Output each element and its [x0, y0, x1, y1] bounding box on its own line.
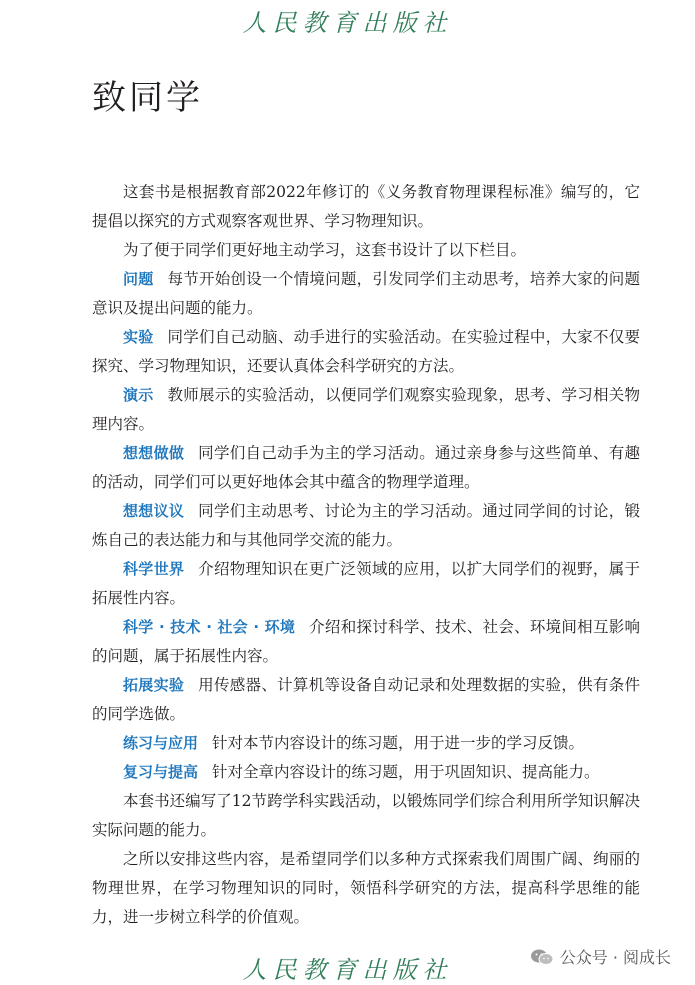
section-description: 针对全章内容设计的练习题，用于巩固知识、提高能力。 — [212, 763, 600, 781]
section-term: 拓展实验 — [123, 676, 185, 694]
section-item — [92, 555, 640, 613]
section-description: 每节开始创设一个情境问题，引发同学们主动思考，培养大家的问题意识及提出问题的能力。 — [92, 270, 640, 317]
wechat-icon — [530, 948, 554, 966]
section-description: 教师展示的实验活动，以便同学们观察实验现象，思考、学习相关物理内容。 — [92, 386, 640, 433]
intro-paragraph: 为了便于同学们更好地主动学习，这套书设计了以下栏目。 — [123, 241, 527, 259]
page-title: 致同学 — [92, 78, 203, 118]
section-description: 针对本节内容设计的练习题，用于进一步的学习反馈。 — [212, 734, 585, 752]
section-term: 问题 — [123, 270, 154, 288]
section-description: 同学们主动思考、讨论为主的学习活动。通过同学间的讨论，锻炼自己的表达能力和与其他同学交流的能力。 — [92, 502, 640, 549]
intro-paragraph: 这套书是根据教育部2022年修订的《义务教育物理课程标准》编写的，它提倡以探究的方式观察客观世界、学习物理知识。 — [92, 183, 640, 230]
watermark — [530, 945, 671, 968]
section-item — [92, 265, 640, 323]
section-term: 练习与应用 — [123, 734, 199, 752]
section-item — [92, 613, 640, 671]
section-description: 同学们自己动脑、动手进行的实验活动。在实验过程中，大家不仅要探究、学习物理知识，还要认真体会科学研究的方法。 — [92, 328, 640, 375]
section-term: 想想做做 — [123, 444, 185, 462]
section-item — [92, 729, 640, 758]
closing-paragraph: 本套书还编写了12节跨学科实践活动，以锻炼同学们综合利用所学知识解决实际问题的能力。 — [92, 792, 640, 839]
publisher-logo-header: 人民教育出版社 — [242, 9, 453, 37]
section-item — [92, 381, 640, 439]
section-term: 演示 — [123, 386, 154, 404]
section-description: 介绍和探讨科学、技术、社会、环境间相互影响的问题，属于拓展性内容。 — [92, 618, 640, 665]
section-description: 介绍物理知识在更广泛领域的应用，以扩大同学们的视野，属于拓展性内容。 — [92, 560, 640, 607]
section-item — [92, 497, 640, 555]
closing-paragraph: 之所以安排这些内容，是希望同学们以多种方式探索我们周围广阔、绚丽的物理世界，在学习物理知识的同时，领悟科学研究的方法，提高科学思维的能力，进一步树立科学的价值观。 — [92, 850, 640, 926]
section-item — [92, 671, 640, 729]
section-item — [92, 758, 640, 787]
section-description: 用传感器、计算机等设备自动记录和处理数据的实验，供有条件的同学选做。 — [92, 676, 640, 723]
body-text — [92, 178, 640, 932]
section-term: 想想议议 — [123, 502, 185, 520]
section-term: 复习与提高 — [123, 763, 199, 781]
section-item — [92, 323, 640, 381]
section-term: 科学世界 — [123, 560, 185, 578]
section-description: 同学们自己动手为主的学习活动。通过亲身参与这些简单、有趣的活动，同学们可以更好地体会其中蕴含的物理学道理。 — [92, 444, 640, 491]
watermark-text: 公众号 · 阅成长 — [559, 948, 671, 967]
section-item — [92, 439, 640, 497]
section-term: 实验 — [123, 328, 154, 346]
publisher-logo-footer: 人民教育出版社 — [242, 956, 453, 984]
section-term: 科学 · 技术 · 社会 · 环境 — [123, 618, 296, 636]
